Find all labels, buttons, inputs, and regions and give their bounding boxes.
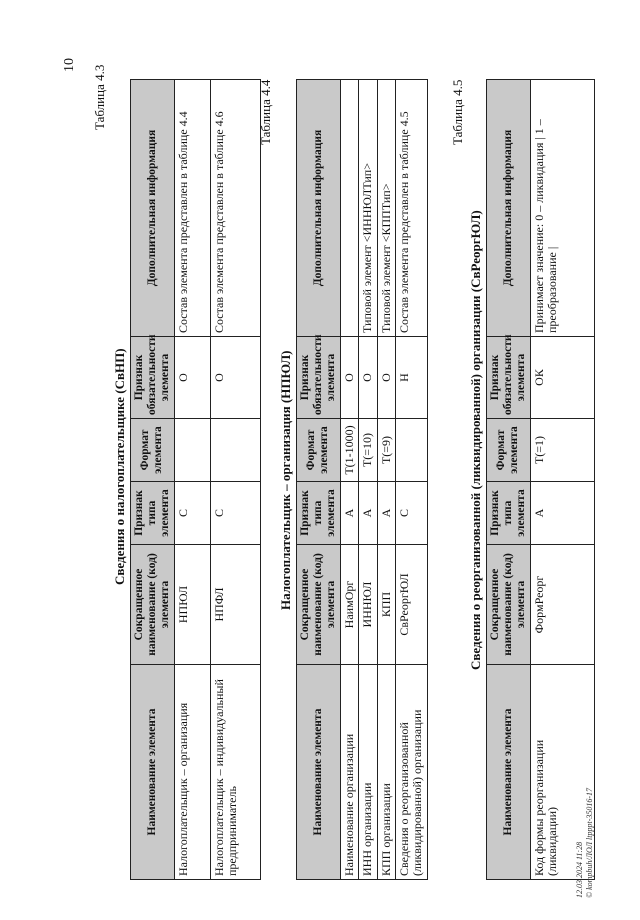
cell-name: Налогоплательщик – индивидуальный предприниматель — [210, 665, 260, 880]
cell-type: С — [174, 482, 210, 545]
header-name: Наименование элемента — [131, 665, 175, 880]
cell-short: ФормРеорг — [530, 545, 594, 665]
cell-required: Н — [395, 337, 427, 419]
header-name: Наименование элемента — [487, 665, 531, 880]
table-row — [377, 80, 395, 880]
header-format: Формат элемента — [131, 419, 175, 482]
table-4-5-caption: Сведения о реорганизованной (ликвидированной) организации (СвРеоргЮЛ) — [468, 210, 483, 670]
cell-type: А — [530, 482, 594, 545]
cell-name: Налогоплательщик – организация — [174, 665, 210, 880]
header-format: Формат элемента — [297, 419, 341, 482]
table-header-row — [131, 80, 175, 880]
header-required: Признак обязательности элемента — [297, 337, 341, 419]
cell-info: Типовой элемент <ИННЮЛТип> — [359, 80, 377, 337]
table-4-3-label: Таблица 4.3 — [92, 64, 107, 130]
header-name: Наименование элемента — [297, 665, 341, 880]
cell-type: С — [210, 482, 260, 545]
cell-info — [340, 80, 358, 337]
table-row — [340, 80, 358, 880]
cell-required: О — [340, 337, 358, 419]
header-short: Сокращенное наименование (код) элемента — [487, 545, 531, 665]
header-type: Признак типа элемента — [131, 482, 175, 545]
cell-short: КПП — [377, 545, 395, 665]
table-header-row — [487, 80, 531, 880]
cell-short: НПФЛ — [210, 545, 260, 665]
footer-stamp — [575, 788, 595, 898]
header-format: Формат элемента — [487, 419, 531, 482]
cell-required: О — [174, 337, 210, 419]
cell-info: Состав элемента представлен в таблице 4.4 — [174, 80, 210, 337]
table-4-5 — [486, 79, 595, 880]
cell-required: ОК — [530, 337, 594, 419]
cell-short: СвРеоргЮЛ — [395, 545, 427, 665]
page-number: 10 — [62, 58, 77, 72]
table-row — [174, 80, 210, 880]
header-type: Признак типа элемента — [297, 482, 341, 545]
cell-short: ИННЮЛ — [359, 545, 377, 665]
cell-name: Наименование организации — [340, 665, 358, 880]
table-row — [530, 80, 594, 880]
table-4-3 — [130, 79, 261, 880]
header-info: Дополнительная информация — [131, 80, 175, 337]
header-short: Сокращенное наименование (код) элемента — [297, 545, 341, 665]
table-row — [359, 80, 377, 880]
cell-type: А — [359, 482, 377, 545]
footer-date: 12.03.2024 11:28 — [575, 841, 584, 898]
header-required: Признак обязательности элемента — [131, 337, 175, 419]
cell-format: T(=9) — [377, 419, 395, 482]
cell-format — [395, 419, 427, 482]
header-type: Признак типа элемента — [487, 482, 531, 545]
cell-info: Состав элемента представлен в таблице 4.6 — [210, 80, 260, 337]
cell-format — [174, 419, 210, 482]
cell-format: T(1-1000) — [340, 419, 358, 482]
cell-short: НПЮЛ — [174, 545, 210, 665]
cell-format: T(=1) — [530, 419, 594, 482]
cell-info: Типовой элемент <КППТип> — [377, 80, 395, 337]
table-4-4-label: Таблица 4.4 — [258, 79, 273, 145]
cell-required: О — [210, 337, 260, 419]
cell-short: НаимОрг — [340, 545, 358, 665]
cell-info: Принимает значение: 0 – ликвидация | 1 – преобразование | — [530, 80, 594, 337]
table-4-5-label: Таблица 4.5 — [450, 79, 465, 145]
header-short: Сокращенное наименование (код) элемента — [131, 545, 175, 665]
table-4-4 — [296, 79, 428, 880]
cell-name: Сведения о реорганизованной (ликвидированной) организации — [395, 665, 427, 880]
cell-name: Код формы реорганизации (ликвидации) — [530, 665, 594, 880]
table-row — [395, 80, 427, 880]
header-info: Дополнительная информация — [487, 80, 531, 337]
table-4-3-caption: Сведения о налогоплательщике (СвНП) — [112, 348, 127, 585]
table-header-row — [297, 80, 341, 880]
cell-required: О — [359, 337, 377, 419]
cell-info: Состав элемента представлен в таблице 4.5 — [395, 80, 427, 337]
cell-type: А — [340, 482, 358, 545]
cell-type: А — [377, 482, 395, 545]
cell-format: T(=10) — [359, 419, 377, 482]
table-row — [210, 80, 260, 880]
cell-format — [210, 419, 260, 482]
header-required: Признак обязательности элемента — [487, 337, 531, 419]
cell-name: КПП организации — [377, 665, 395, 880]
table-4-4-caption: Налогоплательщик – организация (НПЮЛ) — [278, 350, 293, 610]
cell-name: ИНН организации — [359, 665, 377, 880]
cell-type: С — [395, 482, 427, 545]
header-info: Дополнительная информация — [297, 80, 341, 337]
footer-source: © kompbuh/ЛОЛ ltpppt-35016-17 — [585, 787, 594, 898]
cell-required: О — [377, 337, 395, 419]
